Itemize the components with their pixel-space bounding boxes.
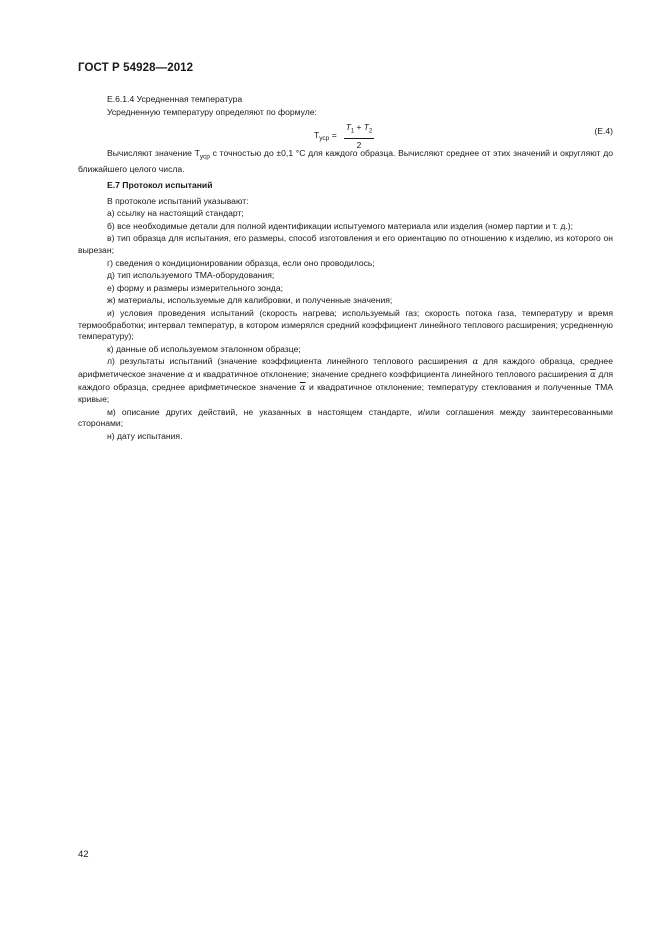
document-body	[78, 94, 613, 443]
list-item: в) тип образца для испытания, его размеры, способ изготовления и его ориентацию по отношению к изделию, из которого он вырезан;	[78, 233, 613, 256]
standard-title: ГОСТ Р 54928—2012	[78, 62, 194, 74]
list-item: ж) материалы, используемые для калибровки, и полученные значения;	[107, 295, 393, 306]
list-item: г) сведения о кондиционировании образца, если оно проводилось;	[107, 257, 375, 268]
list-item: н) дату испытания.	[107, 430, 183, 441]
formula-intro: Усредненную температуру определяют по формуле:	[107, 106, 317, 117]
formula-fraction	[344, 122, 374, 151]
list-item: а) ссылку на настоящий стандарт;	[107, 208, 244, 219]
formula-explanation: Вычисляют значение $T_{уср}$ с точностью до ±0,1 °С для каждого образца. Вычисляют среднее от этих значений и округляют до ближайшего целого числа.	[78, 148, 613, 174]
equation-number: (Е.4)	[594, 126, 613, 137]
formula-denominator: 2	[356, 139, 362, 150]
list-item-results: л) результаты испытаний (значение коэффициента линейного теплового расширения α для каждого образца, среднее арифметическое значение α и квадратичное отклонение; значение среднего коэффициента линейного теплового расширения $\overline{\alpha}$ для каждого образца, среднее арифметическое значение $\overline{\alpha}$ и квадратичное отклонение; температуру стеклования и полученные ТМА кривые;	[78, 356, 614, 405]
protocol-intro: В протоколе испытаний указывают:	[107, 195, 249, 206]
list-item: д) тип используемого ТМА-оборудования;	[107, 270, 275, 281]
list-item: е) форму и размеры измерительного зонда;	[107, 282, 283, 293]
formula-expression	[314, 122, 374, 151]
formula-lhs-symbol: T	[314, 130, 320, 141]
formula-e4	[78, 120, 613, 150]
list-item: б) все необходимые детали для полной идентификации испытуемого материала или изделия (номер партии и т. д.);	[107, 220, 573, 231]
alpha-bar-symbol: $\overline{\alpha}$	[590, 370, 596, 380]
formula-t2: $T_2$	[363, 122, 373, 135]
formula-numerator	[344, 122, 374, 139]
alpha-symbol: α	[472, 357, 479, 368]
alpha-bar-symbol: $\overline{\alpha}$	[299, 382, 306, 393]
formula-lhs-subscript: уср	[319, 135, 330, 143]
formula-equals: =	[331, 130, 337, 141]
page-number: 42	[78, 849, 89, 860]
formula-lhs	[314, 130, 337, 145]
list-item: м) описание других действий, не указанных в настоящем стандарте, и/или соглашения между заинтересованными сторонами;	[78, 406, 613, 429]
formula-t1: $T_1$	[345, 122, 355, 135]
section-heading-e7: Е.7 Протокол испытаний	[107, 180, 213, 191]
list-item: к) данные об используемом эталонном образце;	[107, 343, 301, 354]
list-item: и) условия проведения испытаний (скорость нагрева; используемый газ; скорость потока газа, температуру и время термообработки; интервал температур, в котором измерялся средний коэффициент линейного теплового расширения; усредненную температуру);	[78, 308, 613, 342]
subsection-heading-e614: Е.6.1.4 Усредненная температура	[107, 94, 243, 104]
alpha-symbol: α	[187, 370, 194, 380]
formula-plus: +	[354, 122, 364, 133]
